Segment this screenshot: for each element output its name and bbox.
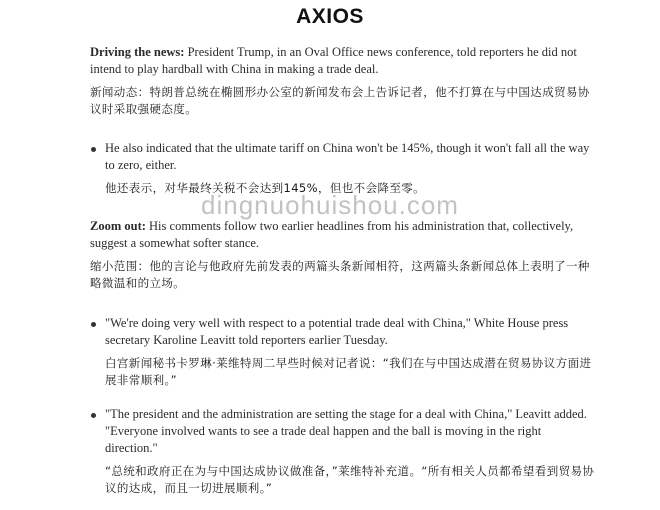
driving-the-news-translation: 新闻动态：特朗普总统在椭圆形办公室的新闻发布会上告诉记者，他不打算在与中国达成贸易协议时采取强硬态度。 [90, 85, 590, 116]
bullet-leavitt-text: "We're doing very well with respect to a potential trade deal with China," White House press secretary Karoline Leavitt told reporters earlier Tuesday. [105, 316, 569, 347]
driving-the-news-lead: Driving the news: [90, 45, 185, 59]
zoom-out-paragraph [90, 218, 595, 252]
zoom-out-translation: 缩小范围：他的言论与他政府先前发表的两篇头条新闻相符，这两篇头条新闻总体上表明了一种略微温和的立场。 [90, 259, 590, 290]
bullet-tariff-text: He also indicated that the ultimate tariff on China won't be 145%, though it won't fall all the way to zero, either. [105, 141, 590, 172]
driving-the-news-section [90, 44, 595, 118]
zoom-out-text: His comments follow two earlier headlines from his administration that, collectively, suggest a somewhat softer stance. [90, 219, 574, 250]
bullet-dot [91, 413, 96, 418]
bullet-tariff-translation: 他还表示，对华最终关税不会达到145%，但也不会降至零。 [105, 181, 426, 195]
bullet-dot [91, 147, 96, 152]
bullet-item-leavitt-quote [105, 315, 595, 389]
axios-logo-text: AXIOS [296, 5, 364, 28]
bullet-leavitt-added-translation: “总统和政府正在为与中国达成协议做准备，”莱维特补充道。“所有相关人员都希望看到贸易协议的达成，而且一切进展顺利。” [105, 464, 595, 495]
bullet-dot [91, 322, 96, 327]
site-watermark: dingnuohuishou.com [201, 190, 459, 220]
driving-the-news-text: President Trump, in an Oval Office news conference, told reporters he did not intend to play hardball with China in making a trade deal. [90, 45, 577, 76]
axios-logo [0, 5, 660, 29]
bullet-leavitt-added-text: "The president and the administration are setting the stage for a deal with China," Leavitt added. "Everyone involved wants to see a trade deal happen and the ball is moving in the right direction." [105, 407, 587, 455]
bullet-item-tariff [105, 140, 595, 197]
zoom-out-lead: Zoom out: [90, 219, 146, 233]
driving-the-news-paragraph [90, 44, 595, 78]
bullet-leavitt-translation: 白宫新闻秘书卡罗琳·莱维特周二早些时候对记者说：“我们在与中国达成潜在贸易协议方面进展非常顺利。” [105, 356, 592, 387]
zoom-out-section [90, 218, 595, 292]
bullet-item-leavitt-added [105, 406, 595, 497]
